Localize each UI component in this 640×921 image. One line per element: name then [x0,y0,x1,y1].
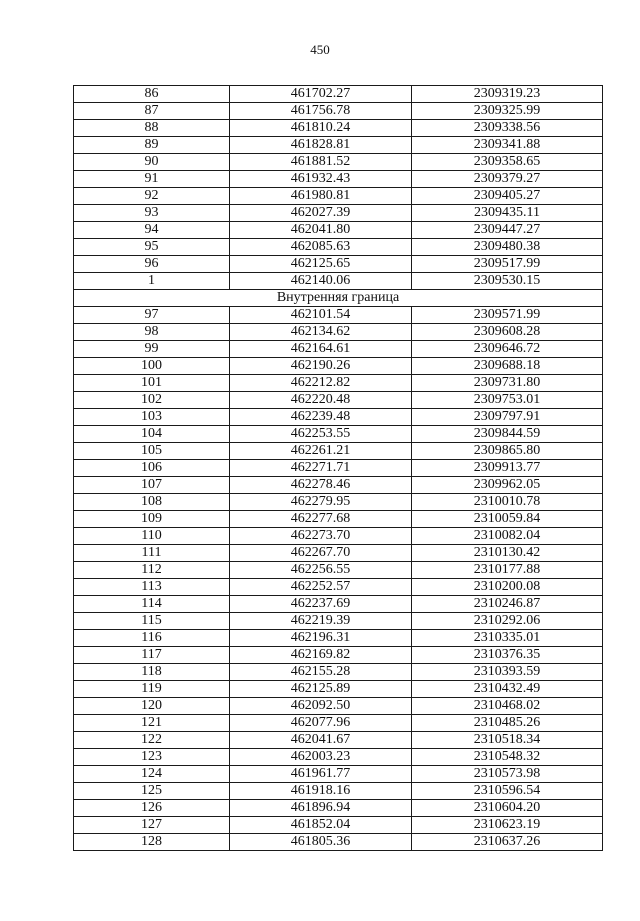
y-coordinate-cell: 2309358.65 [412,154,603,171]
x-coordinate-cell: 462239.48 [230,409,412,426]
y-coordinate-cell: 2309844.59 [412,426,603,443]
y-coordinate-cell: 2309571.99 [412,307,603,324]
point-number-cell: 126 [74,800,230,817]
x-coordinate-cell: 461881.52 [230,154,412,171]
y-coordinate-cell: 2309753.01 [412,392,603,409]
x-coordinate-cell: 462077.96 [230,715,412,732]
y-coordinate-cell: 2309435.11 [412,205,603,222]
y-coordinate-cell: 2310246.87 [412,596,603,613]
y-coordinate-cell: 2309731.80 [412,375,603,392]
point-number-cell: 113 [74,579,230,596]
point-number-cell: 100 [74,358,230,375]
x-coordinate-cell: 462190.26 [230,358,412,375]
x-coordinate-cell: 462271.71 [230,460,412,477]
point-number-cell: 128 [74,834,230,851]
y-coordinate-cell: 2310485.26 [412,715,603,732]
point-number-cell: 1 [74,273,230,290]
x-coordinate-cell: 461756.78 [230,103,412,120]
y-coordinate-cell: 2309608.28 [412,324,603,341]
y-coordinate-cell: 2310376.35 [412,647,603,664]
table-row [74,256,603,273]
y-coordinate-cell: 2309480.38 [412,239,603,256]
y-coordinate-cell: 2309962.05 [412,477,603,494]
section-caption: Внутренняя граница [74,290,603,307]
x-coordinate-cell: 462085.63 [230,239,412,256]
table-row [74,715,603,732]
x-coordinate-cell: 462140.06 [230,273,412,290]
table-row [74,732,603,749]
table-row [74,494,603,511]
y-coordinate-cell: 2309646.72 [412,341,603,358]
y-coordinate-cell: 2309865.80 [412,443,603,460]
point-number-cell: 102 [74,392,230,409]
point-number-cell: 98 [74,324,230,341]
page-number: 450 [310,42,330,57]
point-number-cell: 122 [74,732,230,749]
table-row [74,834,603,851]
table-row [74,239,603,256]
table-row [74,562,603,579]
point-number-cell: 116 [74,630,230,647]
point-number-cell: 86 [74,86,230,103]
table-row [74,460,603,477]
table-row [74,817,603,834]
table-row [74,86,603,103]
point-number-cell: 104 [74,426,230,443]
x-coordinate-cell: 462125.65 [230,256,412,273]
point-number-cell: 106 [74,460,230,477]
y-coordinate-cell: 2310432.49 [412,681,603,698]
y-coordinate-cell: 2310010.78 [412,494,603,511]
point-number-cell: 105 [74,443,230,460]
table-row [74,647,603,664]
x-coordinate-cell: 461961.77 [230,766,412,783]
point-number-cell: 120 [74,698,230,715]
x-coordinate-cell: 462261.21 [230,443,412,460]
table-row [74,630,603,647]
y-coordinate-cell: 2309379.27 [412,171,603,188]
x-coordinate-cell: 462169.82 [230,647,412,664]
y-coordinate-cell: 2310573.98 [412,766,603,783]
x-coordinate-cell: 461896.94 [230,800,412,817]
x-coordinate-cell: 461852.04 [230,817,412,834]
x-coordinate-cell: 462278.46 [230,477,412,494]
x-coordinate-cell: 461828.81 [230,137,412,154]
x-coordinate-cell: 462101.54 [230,307,412,324]
point-number-cell: 109 [74,511,230,528]
y-coordinate-cell: 2310596.54 [412,783,603,800]
point-number-cell: 92 [74,188,230,205]
y-coordinate-cell: 2310335.01 [412,630,603,647]
x-coordinate-cell: 462253.55 [230,426,412,443]
section-caption-row [74,290,603,307]
table-row [74,766,603,783]
x-coordinate-cell: 462256.55 [230,562,412,579]
point-number-cell: 125 [74,783,230,800]
x-coordinate-cell: 462164.61 [230,341,412,358]
y-coordinate-cell: 2310623.19 [412,817,603,834]
point-number-cell: 96 [74,256,230,273]
point-number-cell: 88 [74,120,230,137]
x-coordinate-cell: 462220.48 [230,392,412,409]
table-row [74,426,603,443]
y-coordinate-cell: 2309325.99 [412,103,603,120]
y-coordinate-cell: 2310604.20 [412,800,603,817]
table-row [74,783,603,800]
point-number-cell: 118 [74,664,230,681]
point-number-cell: 90 [74,154,230,171]
point-number-cell: 99 [74,341,230,358]
table-row [74,443,603,460]
x-coordinate-cell: 462134.62 [230,324,412,341]
x-coordinate-cell: 462041.80 [230,222,412,239]
x-coordinate-cell: 462092.50 [230,698,412,715]
y-coordinate-cell: 2309688.18 [412,358,603,375]
x-coordinate-cell: 462252.57 [230,579,412,596]
table-row [74,545,603,562]
y-coordinate-cell: 2309338.56 [412,120,603,137]
table-row [74,749,603,766]
y-coordinate-cell: 2310292.06 [412,613,603,630]
y-coordinate-cell: 2310468.02 [412,698,603,715]
table-row [74,222,603,239]
x-coordinate-cell: 462273.70 [230,528,412,545]
point-number-cell: 110 [74,528,230,545]
point-number-cell: 101 [74,375,230,392]
x-coordinate-cell: 462027.39 [230,205,412,222]
point-number-cell: 94 [74,222,230,239]
coordinates-table [73,85,603,851]
point-number-cell: 108 [74,494,230,511]
point-number-cell: 124 [74,766,230,783]
y-coordinate-cell: 2310130.42 [412,545,603,562]
x-coordinate-cell: 461702.27 [230,86,412,103]
table-row [74,800,603,817]
point-number-cell: 127 [74,817,230,834]
x-coordinate-cell: 462125.89 [230,681,412,698]
table-row [74,681,603,698]
table-row [74,171,603,188]
table-row [74,375,603,392]
x-coordinate-cell: 462041.67 [230,732,412,749]
y-coordinate-cell: 2310548.32 [412,749,603,766]
x-coordinate-cell: 462155.28 [230,664,412,681]
x-coordinate-cell: 461918.16 [230,783,412,800]
y-coordinate-cell: 2309447.27 [412,222,603,239]
table-row [74,103,603,120]
point-number-cell: 93 [74,205,230,222]
point-number-cell: 112 [74,562,230,579]
table-row [74,613,603,630]
point-number-cell: 103 [74,409,230,426]
point-number-cell: 87 [74,103,230,120]
table-row [74,188,603,205]
table-row [74,120,603,137]
table-row [74,324,603,341]
y-coordinate-cell: 2310637.26 [412,834,603,851]
point-number-cell: 114 [74,596,230,613]
y-coordinate-cell: 2310518.34 [412,732,603,749]
point-number-cell: 111 [74,545,230,562]
y-coordinate-cell: 2310393.59 [412,664,603,681]
x-coordinate-cell: 461932.43 [230,171,412,188]
x-coordinate-cell: 461805.36 [230,834,412,851]
x-coordinate-cell: 462196.31 [230,630,412,647]
x-coordinate-cell: 462219.39 [230,613,412,630]
table-row [74,579,603,596]
point-number-cell: 91 [74,171,230,188]
y-coordinate-cell: 2309530.15 [412,273,603,290]
y-coordinate-cell: 2309341.88 [412,137,603,154]
table-row [74,137,603,154]
x-coordinate-cell: 462237.69 [230,596,412,613]
point-number-cell: 97 [74,307,230,324]
point-number-cell: 119 [74,681,230,698]
y-coordinate-cell: 2310200.08 [412,579,603,596]
y-coordinate-cell: 2309797.91 [412,409,603,426]
table-row [74,596,603,613]
y-coordinate-cell: 2309913.77 [412,460,603,477]
table-row [74,341,603,358]
table-row [74,273,603,290]
y-coordinate-cell: 2310059.84 [412,511,603,528]
table-row [74,664,603,681]
x-coordinate-cell: 461980.81 [230,188,412,205]
table-row [74,392,603,409]
point-number-cell: 121 [74,715,230,732]
point-number-cell: 89 [74,137,230,154]
table-row [74,205,603,222]
table-row [74,154,603,171]
y-coordinate-cell: 2310177.88 [412,562,603,579]
table-row [74,477,603,494]
table-row [74,307,603,324]
point-number-cell: 115 [74,613,230,630]
table-row [74,698,603,715]
x-coordinate-cell: 462003.23 [230,749,412,766]
y-coordinate-cell: 2309517.99 [412,256,603,273]
y-coordinate-cell: 2310082.04 [412,528,603,545]
x-coordinate-cell: 462279.95 [230,494,412,511]
table-row [74,409,603,426]
x-coordinate-cell: 462212.82 [230,375,412,392]
point-number-cell: 95 [74,239,230,256]
point-number-cell: 107 [74,477,230,494]
y-coordinate-cell: 2309319.23 [412,86,603,103]
coordinates-table-body [74,86,603,851]
y-coordinate-cell: 2309405.27 [412,188,603,205]
x-coordinate-cell: 462267.70 [230,545,412,562]
table-row [74,358,603,375]
x-coordinate-cell: 461810.24 [230,120,412,137]
table-row [74,528,603,545]
point-number-cell: 123 [74,749,230,766]
point-number-cell: 117 [74,647,230,664]
x-coordinate-cell: 462277.68 [230,511,412,528]
table-row [74,511,603,528]
